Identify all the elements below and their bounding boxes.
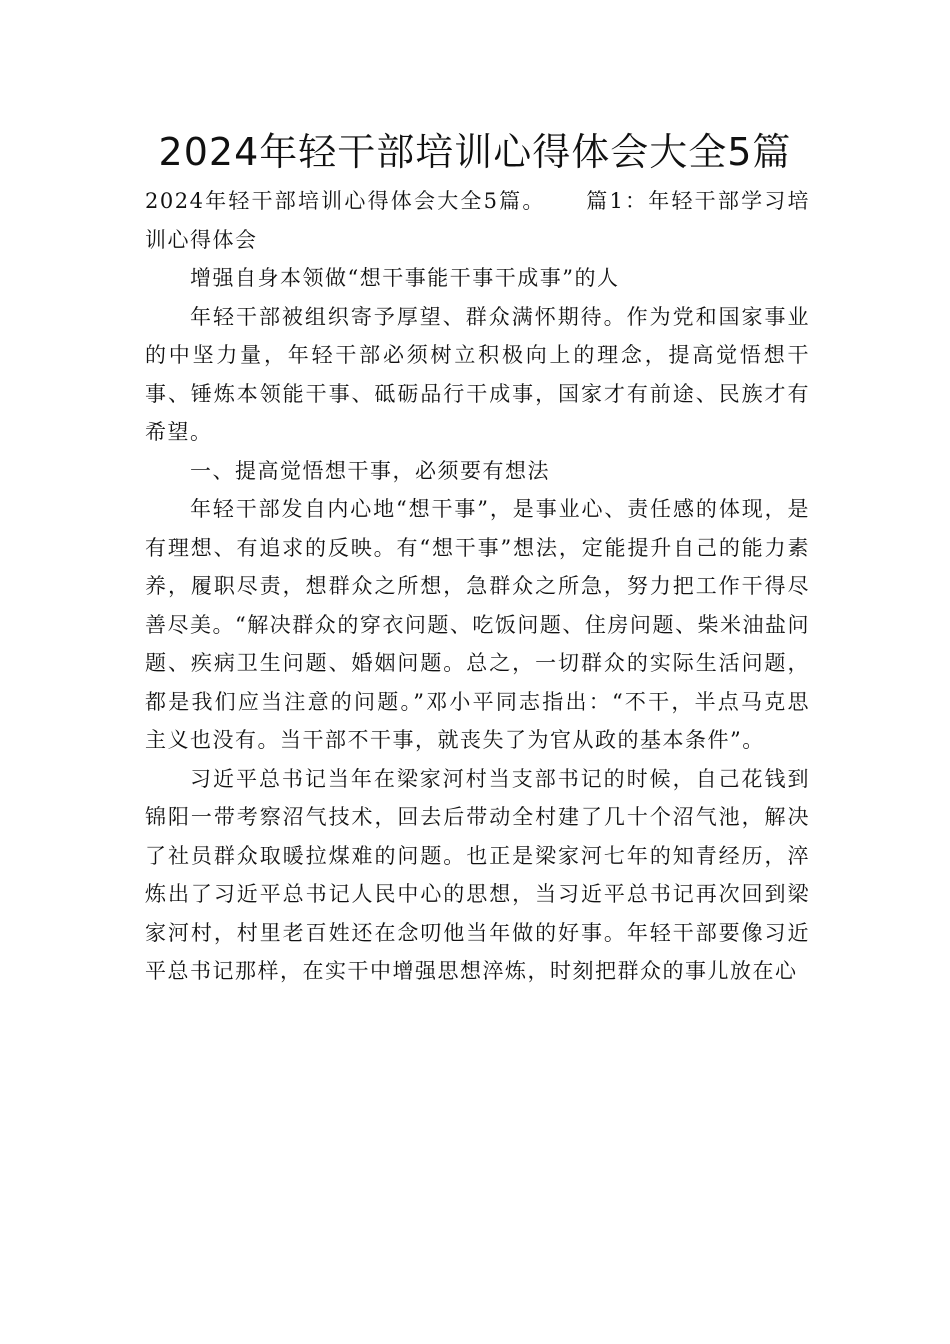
document-title: 2024年轻干部培训心得体会大全5篇: [158, 130, 792, 174]
intro-part-heading: 篇1：年轻干部学习培训心得体会: [145, 189, 810, 252]
intro-paragraph: [145, 182, 810, 259]
section-subheading: 一、提高觉悟想干事，必须要有想法: [190, 458, 550, 483]
body-paragraph: 年轻干部发自内心地“想干事”，是事业心、责任感的体现，是有理想、有追求的反映。有“想干事”想法，定能提升自己的能力素养，履职尽责，想群众之所想，急群众之所急，努力把工作干得尽善尽美。“解决群众的穿衣问题、吃饭问题、住房问题、柴米油盐问题、疾病卫生问题、婚姻问题。总之，一切群众的实际生活问题，都是我们应当注意的问题。”邓小平同志指出：“不干，半点马克思主义也没有。当干部不干事，就丧失了为官从政的基本条件”。: [145, 497, 810, 752]
section-heading: 增强自身本领做“想干事能干事干成事”的人: [190, 266, 620, 290]
body-paragraph: 年轻干部被组织寄予厚望、群众满怀期待。作为党和国家事业的中坚力量，年轻干部必须树立积极向上的理念，提高觉悟想干事、锤炼本领能干事、砥砺品行干成事，国家才有前途、民族才有希望。: [145, 304, 810, 444]
body-paragraph: 习近平总书记当年在梁家河村当支部书记的时候，自己花钱到锦阳一带考察沼气技术，回去后带动全村建了几十个沼气池，解决了社员群众取暖拉煤难的问题。也正是梁家河七年的知青经历，淬炼出了习近平总书记人民中心的思想，当习近平总书记再次回到梁家河村，村里老百姓还在念叨他当年做的好事。年轻干部要像习近平总书记那样，在实干中增强思想淬炼，时刻把群众的事儿放在心: [145, 766, 810, 983]
document-body: [145, 182, 810, 991]
intro-text: 2024年轻干部培训心得体会大全5篇。: [145, 189, 546, 213]
